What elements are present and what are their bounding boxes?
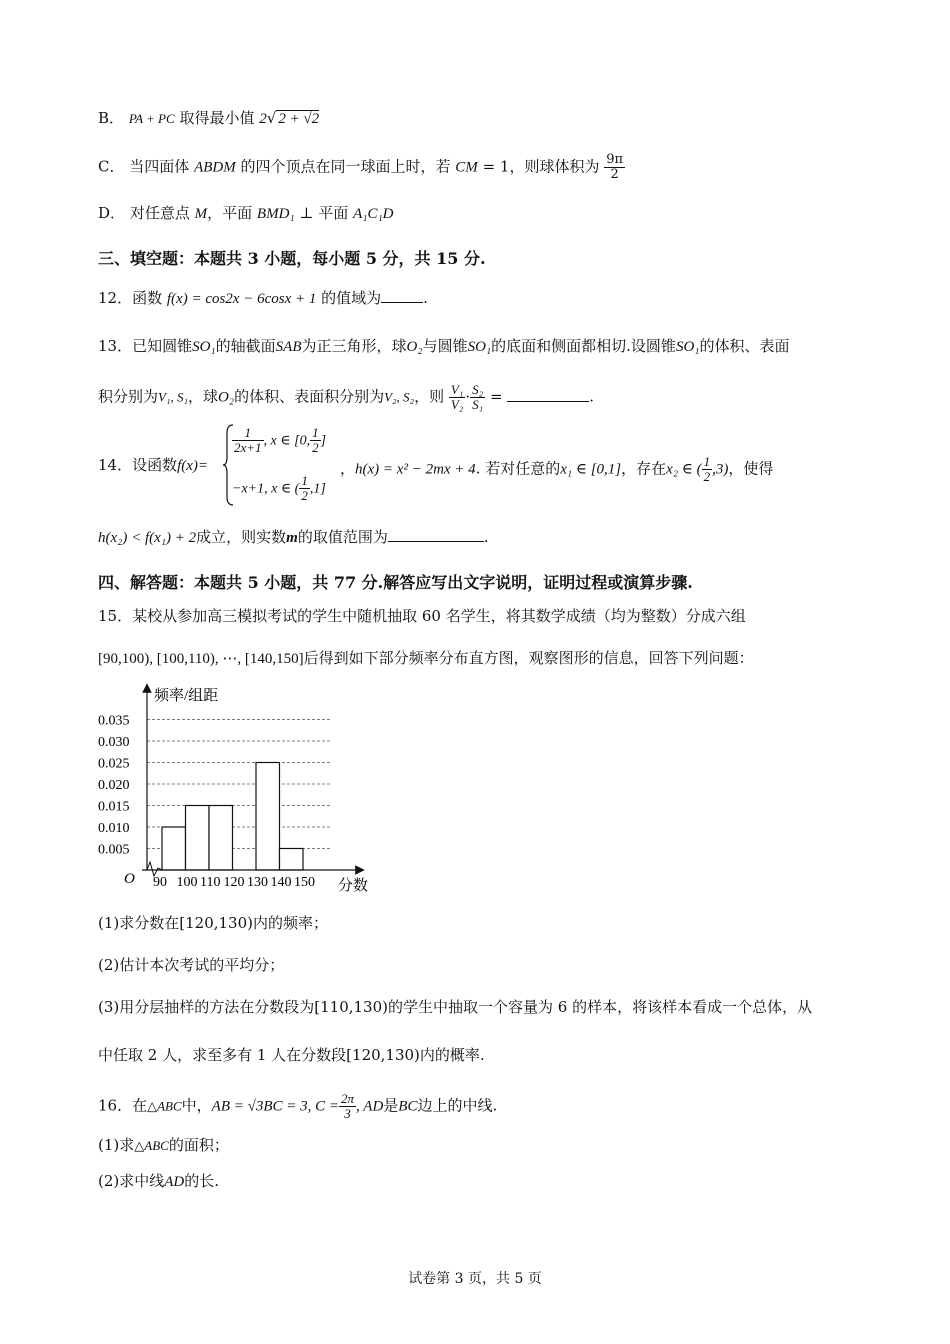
- math-expr: x₁ ∈ [0,1]: [560, 461, 622, 478]
- math-expr: V₂, S₂: [384, 389, 415, 405]
- question-15-line-1: 15．某校从参加高三模拟考试的学生中随机抽取 60 名学生，将其数学成绩（均为整数）分成六组: [98, 607, 746, 625]
- x-tick-label: 130: [247, 875, 268, 890]
- question-text: 为正三角形，球: [301, 337, 407, 355]
- fraction: $\frac{1}{2}$: [312, 425, 319, 455]
- question-text: . 若对任意的: [475, 459, 561, 478]
- math-expr: ABDM: [194, 159, 236, 176]
- math-expr: CM: [455, 159, 478, 176]
- math-expr: [110,130): [314, 998, 388, 1016]
- question-16-part-1: [98, 1135, 229, 1156]
- histogram-bar: [162, 827, 186, 870]
- math-expr: [120,130): [179, 914, 253, 932]
- question-text: 中，: [181, 1096, 212, 1115]
- question-text: 的体积、表面: [699, 337, 790, 355]
- math-expr: , x ∈ [0,: [263, 433, 311, 449]
- option-d: [98, 203, 394, 224]
- question-14-line-2: [98, 527, 489, 548]
- math-expr: O₂: [406, 339, 423, 355]
- question-text: 内的概率.: [419, 1046, 485, 1064]
- y-axis-label: 频率/组距: [154, 688, 219, 704]
- question-13-line-2: [98, 383, 594, 412]
- math-expr: AD: [164, 1174, 185, 1190]
- fraction: $\frac{1}{2x+1}$: [234, 425, 262, 455]
- math-expr: ]: [320, 433, 327, 449]
- histogram-bar: [256, 763, 280, 871]
- question-text: (3)用分层抽样的方法在分数段为: [98, 998, 315, 1016]
- math-expr: , AD: [356, 1098, 384, 1115]
- fraction: $\frac{\text{S₂}}{\text{S₁}}$: [472, 382, 484, 412]
- answer-blank: [381, 288, 423, 303]
- x-tick-label: 140: [270, 875, 292, 890]
- x-tick-label: 150: [294, 875, 315, 890]
- axis-break-mark: [147, 862, 162, 876]
- option-text: 对任意点: [129, 204, 190, 222]
- question-14-rest: [340, 455, 773, 484]
- option-text: = 1，则球体积为: [482, 157, 600, 176]
- option-letter: D．: [98, 204, 126, 222]
- x-tick-label: 100: [176, 875, 198, 890]
- punct: .: [423, 289, 428, 307]
- math-expr: M: [194, 206, 208, 222]
- question-text: 13．已知圆锥: [98, 337, 193, 355]
- question-text: ，则: [414, 387, 445, 406]
- option-text: ⊥ 平面: [299, 204, 349, 222]
- math-expr: 2: [259, 111, 267, 127]
- math-expr: SO₁: [675, 339, 700, 355]
- question-text: ，球: [188, 387, 219, 406]
- question-text: 成立，则实数: [196, 528, 287, 546]
- math-expr: f(x)=: [177, 458, 209, 474]
- question-text: 的体积、表面积分别为: [234, 387, 385, 406]
- question-text: 与圆锥: [422, 337, 468, 355]
- option-b: B． PA + PC 取得最小值 2√ 2 + √2: [98, 109, 320, 127]
- math-expr: SAB: [275, 339, 302, 355]
- question-text: 的值域为: [321, 289, 382, 307]
- question-15-part-3: [98, 997, 812, 1017]
- fraction: $\frac{9\pi}{2}$: [606, 152, 624, 182]
- fraction: $\frac{\text{V₁}}{\text{V₂}}$: [450, 382, 464, 412]
- x-tick-label: 110: [200, 875, 221, 890]
- question-text: (2)求中线: [98, 1172, 165, 1190]
- question-text: 边上的中线.: [417, 1096, 498, 1115]
- option-letter: B．: [98, 109, 125, 127]
- histogram-bar: [186, 806, 210, 871]
- math-expr: BC: [398, 1098, 418, 1115]
- math-expr: BMD₁: [256, 206, 295, 222]
- option-text: 取得最小值: [179, 109, 255, 127]
- fraction: $\frac{2\pi}{3}$: [341, 1091, 355, 1121]
- question-text: 的轴截面: [215, 337, 276, 355]
- y-tick-label: 0.020: [98, 778, 130, 793]
- question-15-line-2: [98, 648, 754, 669]
- question-text: 的长.: [184, 1172, 220, 1190]
- y-tick-label: 0.010: [98, 821, 130, 836]
- option-text: 当四面体: [129, 157, 190, 176]
- y-tick-label: 0.035: [98, 713, 130, 729]
- x-tick-label: 90: [153, 875, 167, 890]
- fraction: $\frac{1}{2}$: [301, 473, 308, 503]
- math-expr: PA + PC: [128, 111, 175, 126]
- math-op: =: [489, 387, 503, 406]
- piecewise-case-2: [232, 474, 326, 503]
- question-text: 内的频率；: [252, 914, 328, 932]
- question-15-part-1: [98, 913, 328, 933]
- question-text: ，存在: [621, 459, 667, 478]
- question-16: [98, 1092, 497, 1121]
- question-text: 是: [383, 1096, 399, 1115]
- math-expr: SO₁: [467, 339, 492, 355]
- option-c: [98, 153, 625, 182]
- question-number: 16．在: [98, 1096, 148, 1115]
- math-expr: △ABC: [134, 1138, 169, 1153]
- math-expr: h(x) = x² − 2mx + 4: [355, 461, 476, 478]
- question-text: 中任取 2 人，求至多有 1 人在分数段: [98, 1046, 347, 1064]
- math-expr: h(x₂) < f(x₁) + 2: [98, 530, 197, 546]
- page-footer: 试卷第 3 页，共 5 页: [408, 1271, 542, 1287]
- y-tick-label: 0.015: [98, 799, 130, 815]
- math-expr: V₁, S₁: [158, 389, 188, 405]
- question-13-line-1: [98, 336, 790, 357]
- punct: ，: [340, 459, 356, 478]
- question-number: 14．设函数: [98, 456, 178, 474]
- punct: .: [483, 528, 489, 546]
- fraction: $\frac{1}{2}$: [703, 454, 711, 484]
- question-12: [98, 288, 428, 309]
- question-text: 的学生中抽取一个容量为 6 的样本，将该样本看成一个总体，从: [387, 998, 813, 1016]
- question-14-lead: [98, 455, 208, 476]
- math-expr: ,1]: [309, 481, 326, 497]
- piecewise-case-1: [232, 426, 326, 455]
- math-expr: f(x) = cos2x − 6cosx + 1: [166, 291, 317, 307]
- x-tick-label: 120: [223, 875, 245, 890]
- math-sqrt: 2 + √2: [278, 111, 320, 127]
- option-text: 的四个顶点在同一球面上时，若: [240, 157, 451, 176]
- origin-label: O: [124, 871, 135, 887]
- question-number: 12．函数: [98, 289, 163, 307]
- question-16-part-2: [98, 1171, 219, 1192]
- question-text: (1)求分数在: [98, 914, 180, 932]
- punct: .: [589, 387, 595, 406]
- question-text: 的面积；: [168, 1136, 229, 1154]
- math-expr: SO₁: [192, 339, 216, 355]
- answer-blank: [388, 527, 484, 542]
- math-expr: O₂: [218, 389, 235, 406]
- y-tick-label: 0.025: [98, 756, 130, 772]
- histogram-bar: [280, 849, 304, 871]
- math-expr: x₂ ∈ (: [666, 461, 702, 478]
- x-axis-label: 分数: [338, 878, 369, 894]
- math-expr: −x+1, x ∈ (: [232, 481, 300, 497]
- option-letter: C．: [98, 157, 125, 176]
- math-expr: [120,130): [346, 1046, 420, 1064]
- y-tick-label: 0.030: [98, 735, 130, 750]
- question-text: ，使得: [728, 459, 774, 478]
- answer-blank: [507, 387, 589, 402]
- question-15-part-3-cont: [98, 1045, 485, 1065]
- question-15-part-2: (2)估计本次考试的平均分；: [98, 956, 285, 974]
- frequency-histogram: [92, 680, 382, 900]
- math-expr: A₁C₁D: [353, 206, 394, 222]
- y-tick-label: 0.005: [98, 842, 130, 858]
- option-text: ，平面: [207, 204, 253, 222]
- math-expr: ,3): [712, 461, 729, 478]
- section-heading-fill-in: 三、填空题：本题共 3 小题，每小题 5 分，共 15 分.: [98, 249, 486, 268]
- question-text: 积分别为: [98, 387, 159, 406]
- math-op: ·: [465, 387, 471, 406]
- math-expr: AB = √3BC = 3, C =: [211, 1098, 340, 1115]
- histogram-bar: [209, 806, 233, 871]
- question-text: 后得到如下部分频率分布直方图，观察图形的信息，回答下列问题：: [303, 649, 754, 667]
- math-expr: △ABC: [147, 1098, 182, 1114]
- question-text: 的底面和侧面都相切.设圆锥: [491, 337, 676, 355]
- section-heading-solve: 四、解答题：本题共 5 小题，共 77 分.解答应写出文字说明，证明过程或演算步骤.: [98, 573, 693, 592]
- math-expr: [90,100), [100,110), ⋯, [140,150]: [98, 651, 304, 667]
- question-text: (1)求: [98, 1136, 135, 1154]
- question-text: 的取值范围为: [297, 528, 388, 546]
- math-expr: m: [286, 530, 298, 546]
